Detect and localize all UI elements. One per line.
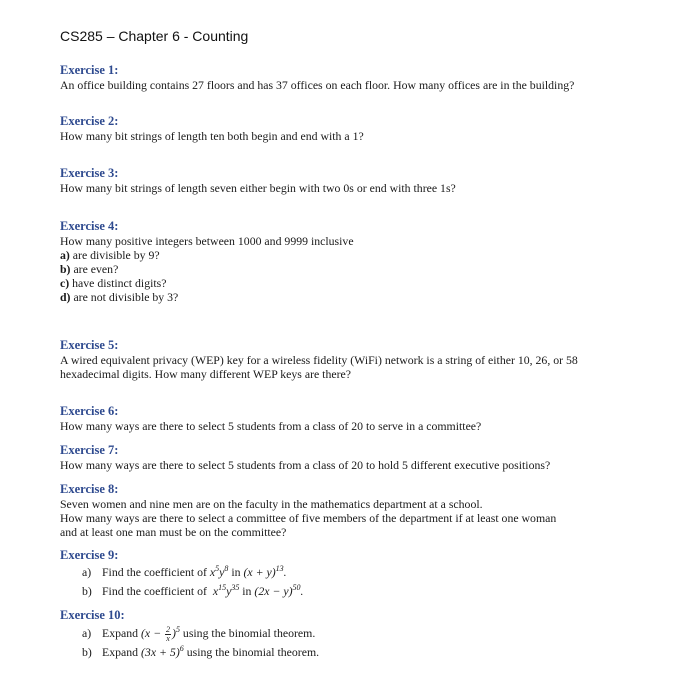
exercise-8 (60, 482, 640, 539)
exercise-text: An office building contains 27 floors and has 37 offices on each floor. How many offices are in the building? (60, 78, 575, 92)
exponent: 13 (275, 564, 284, 574)
exercise-1 (60, 63, 620, 92)
part-text: Find the coefficient of (102, 565, 210, 579)
part-text: are divisible by 9? (69, 248, 160, 262)
exponent: 35 (231, 583, 240, 593)
part-label: a) (82, 626, 92, 640)
part-text: Expand (102, 626, 141, 640)
fraction-numerator: 2 (166, 624, 171, 634)
binomial-expression: $(x + y)^{13}$. (243, 564, 287, 579)
page-title: CS285 – Chapter 6 - Counting (60, 28, 249, 44)
exercise-text: How many ways are there to select 5 students from a class of 20 to serve in a committee? (60, 419, 482, 433)
monomial: $x^5y^8$ (209, 564, 229, 579)
exercise-heading: Exercise 2: (60, 114, 119, 128)
exercise-part-a (60, 623, 620, 643)
exercise-part-a (60, 248, 620, 262)
part-label: b) (82, 584, 92, 598)
part-text: Expand (102, 645, 141, 659)
exercise-heading: Exercise 10: (60, 608, 125, 622)
exercise-text: How many ways are there to select 5 students from a class of 20 to hold 5 different executive positions? (60, 458, 551, 472)
exercise-6 (60, 404, 620, 433)
exercise-text-line: A wired equivalent privacy (WEP) key for a wireless fidelity (WiFi) network is a string of either 10, 26, or 58 (60, 353, 578, 367)
exercise-part-b (60, 643, 620, 662)
exercise-2 (60, 114, 620, 143)
part-label: d) (60, 290, 71, 304)
exercise-5 (60, 338, 640, 381)
part-label: a) (82, 565, 92, 579)
exercise-heading: Exercise 4: (60, 219, 119, 233)
binomial-expression: (x − $\frac{2}{x}$ )$^5$ (141, 624, 180, 643)
part-text: have distinct digits? (69, 276, 167, 290)
exercise-text: How many positive integers between 1000 and 9999 inclusive (60, 234, 354, 248)
exercise-3 (60, 166, 620, 195)
exercise-4 (60, 219, 620, 304)
part-text: using the binomial theorem. (179, 626, 316, 640)
exercise-part-b (60, 262, 620, 276)
exercise-part-a (60, 563, 620, 582)
fraction-denominator: x (166, 633, 170, 643)
part-label: b) (60, 262, 71, 276)
exercise-text: How many bit strings of length seven either begin with two 0s or end with three 1s? (60, 181, 456, 195)
exercise-heading: Exercise 5: (60, 338, 119, 352)
exponent: 6 (179, 644, 184, 654)
exercise-part-b (60, 582, 620, 601)
exercise-text-line: hexadecimal digits. How many different WEP keys are there? (60, 367, 351, 381)
exercise-7 (60, 443, 660, 472)
exercise-text-line: and at least one man must be on the committee? (60, 525, 287, 539)
monomial: $x^{15}y^{35}$ (209, 583, 240, 598)
exercise-text-line: Seven women and nine men are on the faculty in the mathematics department at a school. (60, 497, 483, 511)
exponent: 5 (175, 625, 180, 635)
exercise-heading: Exercise 7: (60, 443, 119, 457)
binomial-expression: $(3x + 5)^6$ (141, 644, 184, 659)
binomial-expression: $(2x - y)^{50}$. (254, 583, 304, 598)
exercise-9 (60, 548, 620, 601)
part-text: are not divisible by 3? (70, 290, 179, 304)
exercise-heading: Exercise 3: (60, 166, 119, 180)
exercise-10 (60, 608, 620, 662)
part-text: Find the coefficient of (102, 584, 210, 598)
exercise-part-c (60, 276, 620, 290)
part-text: in (239, 584, 255, 598)
fraction (165, 626, 171, 643)
part-text: in (228, 565, 244, 579)
part-label: a) (60, 248, 70, 262)
exercise-part-d (60, 290, 620, 304)
part-text: are even? (70, 262, 119, 276)
part-text: using the binomial theorem. (183, 645, 320, 659)
exercise-heading: Exercise 1: (60, 63, 119, 77)
exponent: 8 (224, 564, 229, 574)
exercise-heading: Exercise 8: (60, 482, 119, 496)
part-label: c) (60, 276, 70, 290)
exercise-text: How many bit strings of length ten both begin and end with a 1? (60, 129, 364, 143)
part-label: b) (82, 645, 92, 659)
exponent: 15 (218, 583, 227, 593)
exercise-heading: Exercise 6: (60, 404, 119, 418)
exponent: 50 (292, 583, 301, 593)
exponent: 5 (215, 564, 220, 574)
exercise-heading: Exercise 9: (60, 548, 119, 562)
exercise-text-line: How many ways are there to select a committee of five members of the department if at least one woman (60, 511, 557, 525)
